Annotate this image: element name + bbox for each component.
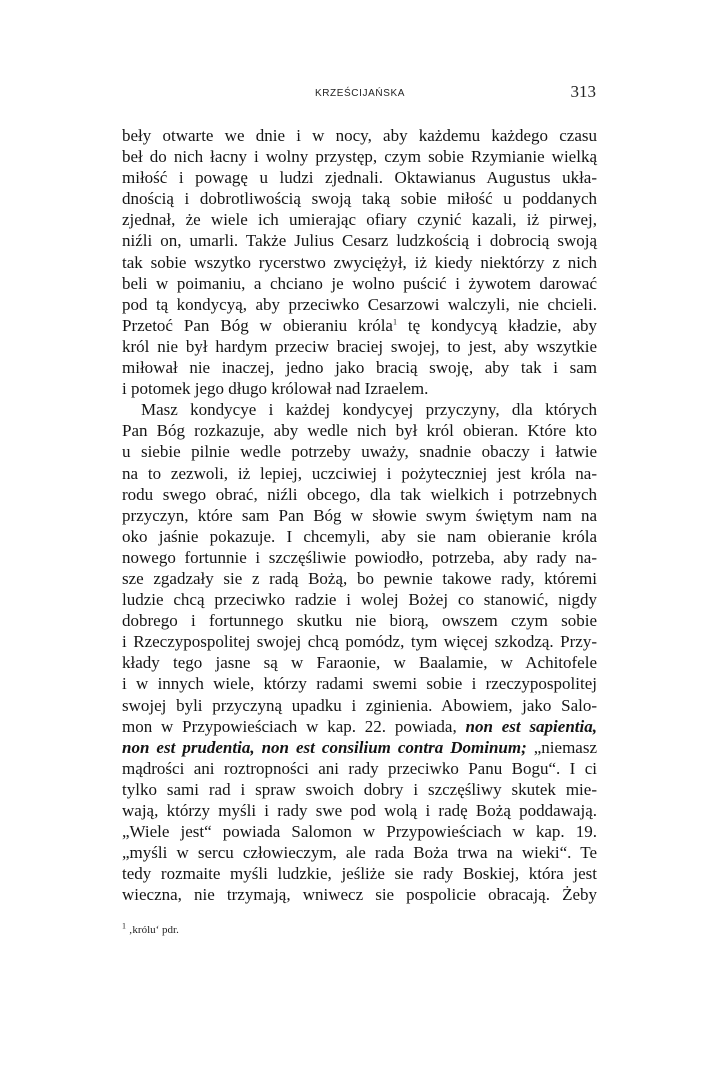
- footnote-marker: 1: [122, 921, 126, 931]
- text-line: Pan Bóg rozkazuje, aby wedle nich był król obieran. Które kto: [122, 421, 597, 441]
- text-line: rodu swego obrać, niźli obcego, dla tak wielkich i potrzebnych: [122, 484, 597, 504]
- footnote-text: ‚królu‘ pdr.: [128, 924, 179, 936]
- running-head: [0, 82, 720, 108]
- text-line: beł do nich łacny i wolny przystęp, czym sobie Rzymianie wielką: [122, 147, 597, 167]
- text-line: sze zgadzały sie z radą Bożą, bo pewnie takowe rady, któremi: [122, 568, 597, 588]
- text-line: i w innych wiele, którzy radami swemi sobie i rzeczypospolitej: [122, 674, 597, 694]
- text-line: pod tą kondycyą, aby przeciwko Cesarzowi walczyli, nie chcieli.: [122, 294, 597, 314]
- text-line-with-latin: [122, 737, 597, 758]
- text-line: król nie był hardym przeciw braciej swojej, to jest, aby wszytkie: [122, 336, 597, 356]
- text-line: dobrego i fortunnego skutku nie biorą, owszem czym sobie: [122, 611, 597, 631]
- latin-quote: non est prudentia, non est consilium contra Dominum;: [122, 737, 527, 757]
- text-line: „myśli w sercu człowieczym, ale rada Boża trwa na wieki“. Te: [122, 843, 597, 863]
- footnote: [122, 921, 179, 936]
- text-line: niźli on, umarli. Także Julius Cesarz ludzkością i dobrocią swoją: [122, 231, 597, 251]
- text-line: wają, którzy myśli i rady swe pod wolą i radę Bożą poddawają.: [122, 801, 597, 820]
- text-line: i potomek jego długo królował nad Izraelem.: [122, 379, 429, 399]
- text-line: Masz kondycye i każdej kondycyej przyczyny, dla których: [141, 400, 597, 420]
- text-line: przyczyn, które sam Pan Bóg w słowie swym świętym nam na: [122, 505, 597, 525]
- text-line: i Rzeczypospolitej swojej chcą pomódz, tym więcej szkodzą. Przy-: [122, 632, 597, 652]
- text-line: beły otwarte we dnie i w nocy, aby każdemu każdego czasu: [122, 126, 597, 145]
- page-number: 313: [570, 82, 596, 101]
- text-segment: Przetoć Pan Bóg w obieraniu króla: [122, 315, 393, 335]
- text-line: swojej byli przyczyną upadku i zginienia. Abowiem, jako Salo-: [122, 695, 597, 715]
- text-line: dnością i dobrotliwością swoją taką sobie miłość u poddanych: [122, 189, 597, 209]
- text-line: mądrości ani roztropności ani rady przeciwko Panu Bogu“. I ci: [122, 758, 597, 778]
- text-line: nowego fortunnie i szczęśliwie powiodło, potrzeba, aby rady na-: [122, 547, 597, 567]
- text-line: u siebie pilnie wedle potrzeby uważy, snadnie obaczy i łatwie: [122, 442, 597, 462]
- text-segment: tę kondycyą kładzie, aby: [407, 315, 598, 335]
- latin-quote: non est sapientia,: [465, 716, 597, 736]
- running-title: KRZEŚCIJAŃSKA: [314, 88, 406, 99]
- text-segment: „niemasz: [533, 737, 598, 757]
- text-line: miłował nie inaczej, jedno jako bracią swoję, aby tak i sam: [122, 358, 597, 378]
- body-text: [122, 125, 597, 905]
- text-line: wieczna, nie trzymają, wniwecz sie pospolicie obracają. Żeby: [122, 885, 597, 905]
- text-segment: mon w Przypowieściach w kap. 22. powiada,: [122, 716, 457, 736]
- text-line: „Wiele jest“ powiada Salomon w Przypowieściach w kap. 19.: [122, 822, 597, 842]
- text-line: beli w poimaniu, a chciano je wolno puścić i żywotem darować: [122, 273, 597, 293]
- text-line: ludzie chcą przeciwko radzie i wolej Bożej co stanowić, nigdy: [122, 590, 597, 610]
- text-line: na to zezwoli, iż lepiej, uczciwiej i pożyteczniej jest króla na-: [122, 463, 597, 483]
- text-line-with-latin: [122, 716, 597, 737]
- text-line: kłady tego jasne są w Faraonie, w Baalamie, w Achitofele: [122, 653, 597, 673]
- text-line: tak sobie wszytko rycerstwo zwyciężył, iż kiedy niektórzy z nich: [122, 252, 597, 272]
- text-line: tedy rozmaite myśli ludzkie, jeśliże sie rady Boskiej, która jest: [122, 864, 597, 884]
- text-line: miłość i powagę u ludzi zjednali. Oktawianus Augustus ukła-: [122, 168, 597, 188]
- text-line-with-footnote-ref: [122, 315, 597, 336]
- footnote-reference: 1: [392, 317, 397, 327]
- text-line: tylko sami rad i spraw swoich dobry i szczęśliwy skutek mie-: [122, 779, 597, 799]
- text-line: zjednał, że wiele ich umierając ofiary czynić kazali, iż pirwej,: [122, 210, 597, 230]
- text-line: oko jaśnie pokazuje. I chcemyli, aby sie nam obieranie króla: [122, 526, 597, 546]
